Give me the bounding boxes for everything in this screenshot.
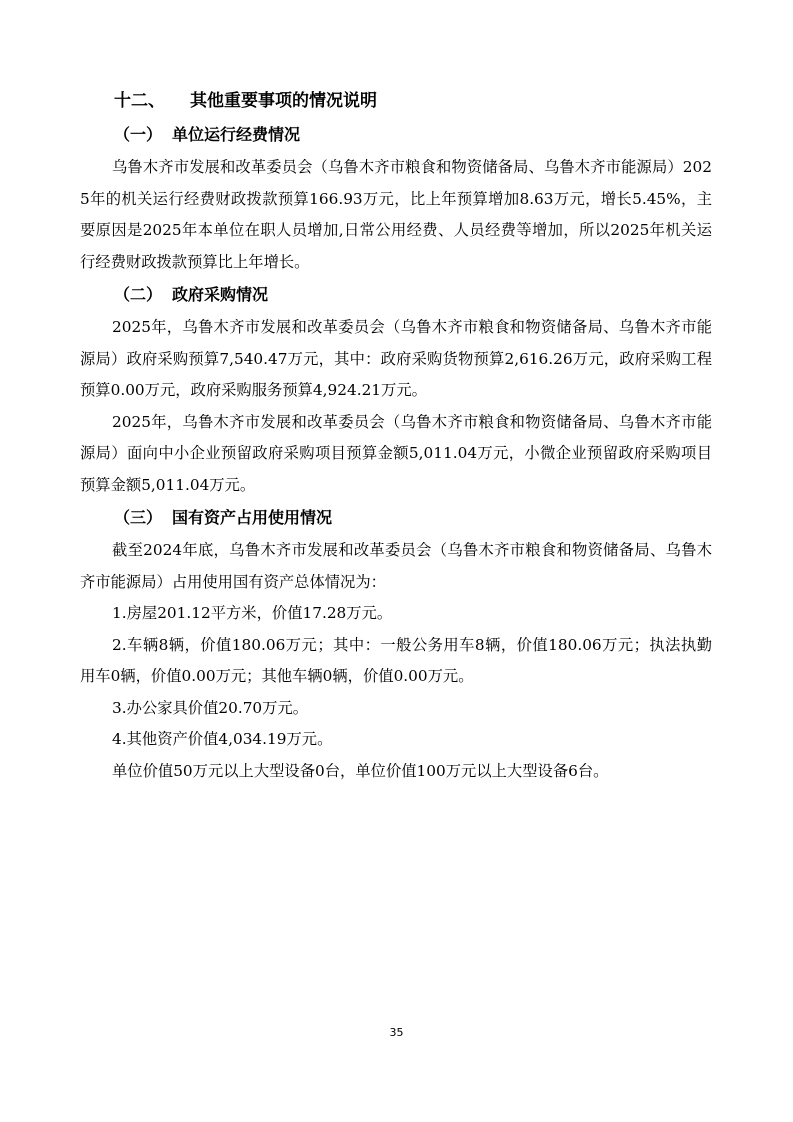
subsection-title: 政府采购情况 [172,285,269,304]
section-title: 其他重要事项的情况说明 [190,91,377,111]
paragraph-sme-reserved: 2025年，乌鲁木齐市发展和改革委员会（乌鲁木齐市粮食和物资储备局、乌鲁木齐市能源局）面向中小企业预留政府采购项目预算金额5,011.04万元，小微企业预留政府采购项目预算金额5,011.04万元。 [80,412,712,494]
paragraph-large-equipment: 单位价值50万元以上大型设备0台，单位价值100万元以上大型设备6台。 [112,761,609,780]
subsection-number: （三） [114,508,163,527]
subsection-title: 国有资产占用使用情况 [172,508,333,527]
paragraph-assets-furniture: 3.办公家具价值20.70万元。 [112,698,309,717]
subsection-heading-1 [80,118,712,152]
paragraph-assets-vehicles: 2.车辆8辆，价值180.06万元；其中：一般公务用车8辆，价值180.06万元；执法执勤用车0辆，价值0.00万元；其他车辆0辆，价值0.00万元。 [80,635,712,685]
paragraph-assets-intro: 截至2024年底，乌鲁木齐市发展和改革委员会（乌鲁木齐市粮食和物资储备局、乌鲁木齐市能源局）占用使用国有资产总体情况为： [80,541,712,591]
subsection-number: （二） [114,285,163,304]
page-content [80,84,712,787]
subsection-title: 单位运行经费情况 [172,125,301,144]
paragraph-operating-expenses: 乌鲁木齐市发展和改革委员会（乌鲁木齐市粮食和物资储备局、乌鲁木齐市能源局）2025年的机关运行经费财政拨款预算166.93万元，比上年预算增加8.63万元，增长5.45%，主要原因是2025年本单位在职人员增加,日常公用经费、人员经费等增加，所以2025年机关运行经费财政拨款预算比上年增长。 [80,158,712,271]
subsection-heading-3 [80,501,712,535]
paragraph-procurement-budget: 2025年，乌鲁木齐市发展和改革委员会（乌鲁木齐市粮食和物资储备局、乌鲁木齐市能源局）政府采购预算7,540.47万元，其中：政府采购货物预算2,616.26万元，政府采购工程预算0.00万元，政府采购服务预算4,924.21万元。 [80,318,712,399]
page-number: 35 [389,1026,404,1039]
subsection-number: （一） [114,125,163,144]
paragraph-assets-other: 4.其他资产价值4,034.19万元。 [112,730,333,748]
paragraph-assets-buildings: 1.房屋201.12平方米，价值17.28万元。 [112,604,393,622]
section-heading [80,84,712,118]
section-number: 十二、 [114,91,165,111]
subsection-heading-2 [80,278,712,312]
